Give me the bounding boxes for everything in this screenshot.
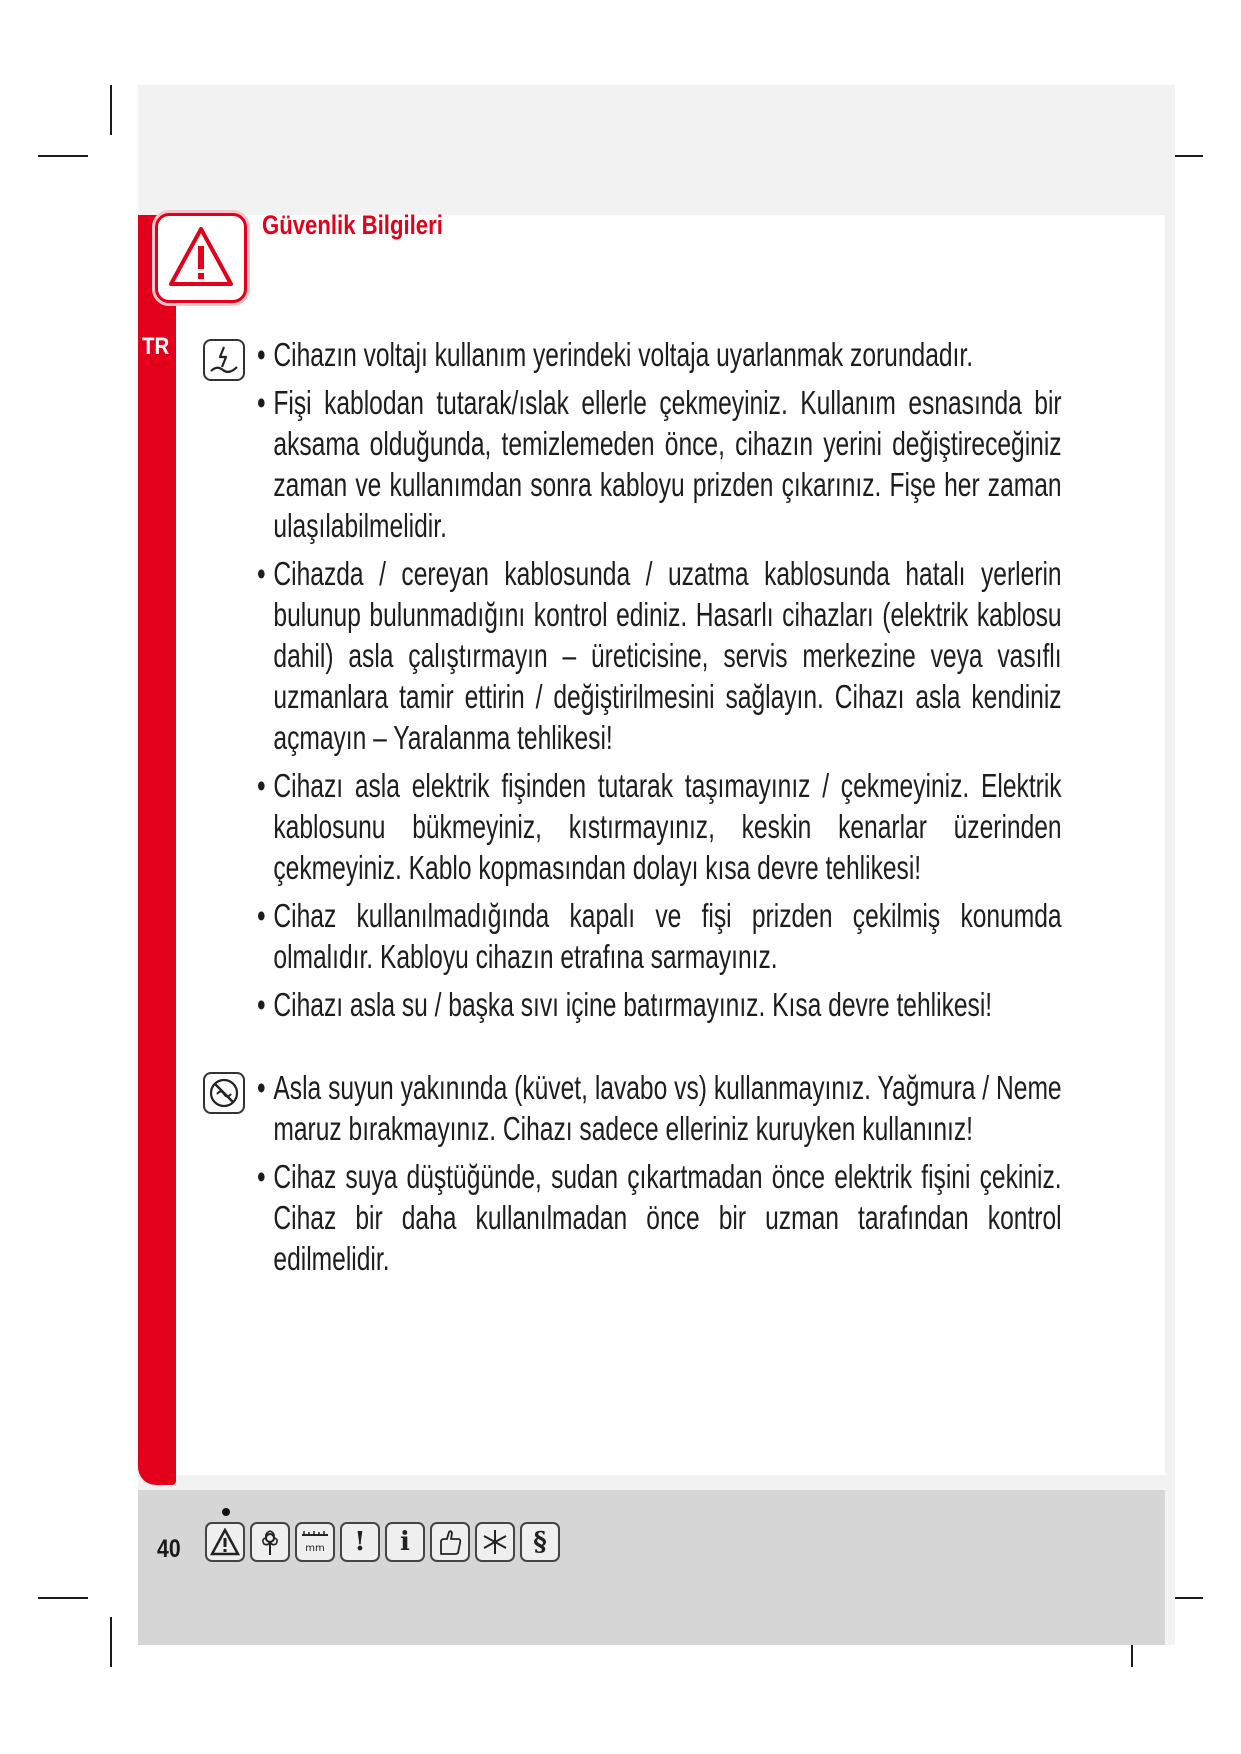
list-item: • Fişi kablodan tutarak/ıslak ellerle çekmeyiniz. Kullanım esnasında bir aksama olduğunda, temizlemeden önce, cihazın yerini değiştireceğiniz zaman ve kullanımdan sonra kabloyu prizden çıkarınız. Fişe her zaman ulaşılabilmelidir. [257, 382, 1062, 546]
flower-icon [250, 1522, 290, 1562]
active-indicator-dot [222, 1508, 230, 1516]
list-item: • Cihaz suya düştüğünde, sudan çıkartmadan önce elektrik fişini çekiniz. Cihaz bir daha kullanılmadan önce bir uzman tarafından kontrol edilmelidir. [257, 1156, 1062, 1279]
warning-icon [205, 1522, 245, 1562]
bullet-list-water [257, 1067, 1177, 1286]
list-item: • Cihazda / cereyan kablosunda / uzatma kablosunda hatalı yerlerin bulunup bulunmadığını kontrol ediniz. Hasarlı cihazları (elektrik kablosu dahil) asla çalıştırmayın – üreticisine, servis merkezine veya vasıflı uzmanlara tamir ettirin / değiştirilmesini sağlayın. Cihazı asla kendiniz açmayın – Yaralanma tehlikesi! [257, 553, 1062, 758]
footer-band [138, 1490, 1165, 1645]
list-item: • Cihazı asla su / başka sıvı içine batırmayınız. Kısa devre tehlikesi! [257, 984, 1062, 1025]
warning-triangle-icon [168, 224, 234, 290]
language-tag: TR [142, 333, 170, 360]
crop-mark [110, 85, 112, 135]
list-item: • Asla suyun yakınında (küvet, lavabo vs) kullanmayınız. Yağmura / Neme maruz bırakmayınız. Cihazı sadece elleriniz kuruyken kullanınız! [257, 1067, 1062, 1149]
no-water-icon [203, 1072, 245, 1114]
ruler-label: mm [305, 1543, 325, 1554]
section-title: Güvenlik Bilgileri [262, 210, 443, 240]
crop-mark [110, 1617, 112, 1667]
page-number: 40 [157, 1535, 181, 1563]
info-icon: i [385, 1522, 425, 1562]
hand-icon [430, 1522, 470, 1562]
language-side-bar [138, 215, 176, 1485]
crop-mark [38, 1597, 88, 1599]
crop-mark [38, 155, 88, 157]
list-item: • Cihazı asla elektrik fişinden tutarak taşımayınız / çekmeyiniz. Elektrik kablosunu bükmeyiniz, kıstırmayınız, keskin kenarlar üzerinden çekmeyiniz. Kablo kopmasından dolayı kısa devre tehlikesi! [257, 765, 1062, 888]
list-item: • Cihaz kullanılmadığında kapalı ve fişi prizden çekilmiş konumda olmalıdır. Kabloyu cihazın etrafına sarmayınız. [257, 895, 1062, 977]
bullet-list-electrical [257, 334, 1177, 1032]
list-item: • Cihazın voltajı kullanım yerindeki voltaja uyarlanmak zorundadır. [257, 334, 1062, 375]
exclamation-icon: ! [340, 1522, 380, 1562]
footer-icon-strip [205, 1522, 560, 1562]
snowflake-icon [475, 1522, 515, 1562]
ruler-mm-icon [295, 1522, 335, 1562]
electric-plug-icon [203, 339, 245, 381]
section-sign-icon: § [520, 1522, 560, 1562]
warning-badge [155, 213, 247, 303]
